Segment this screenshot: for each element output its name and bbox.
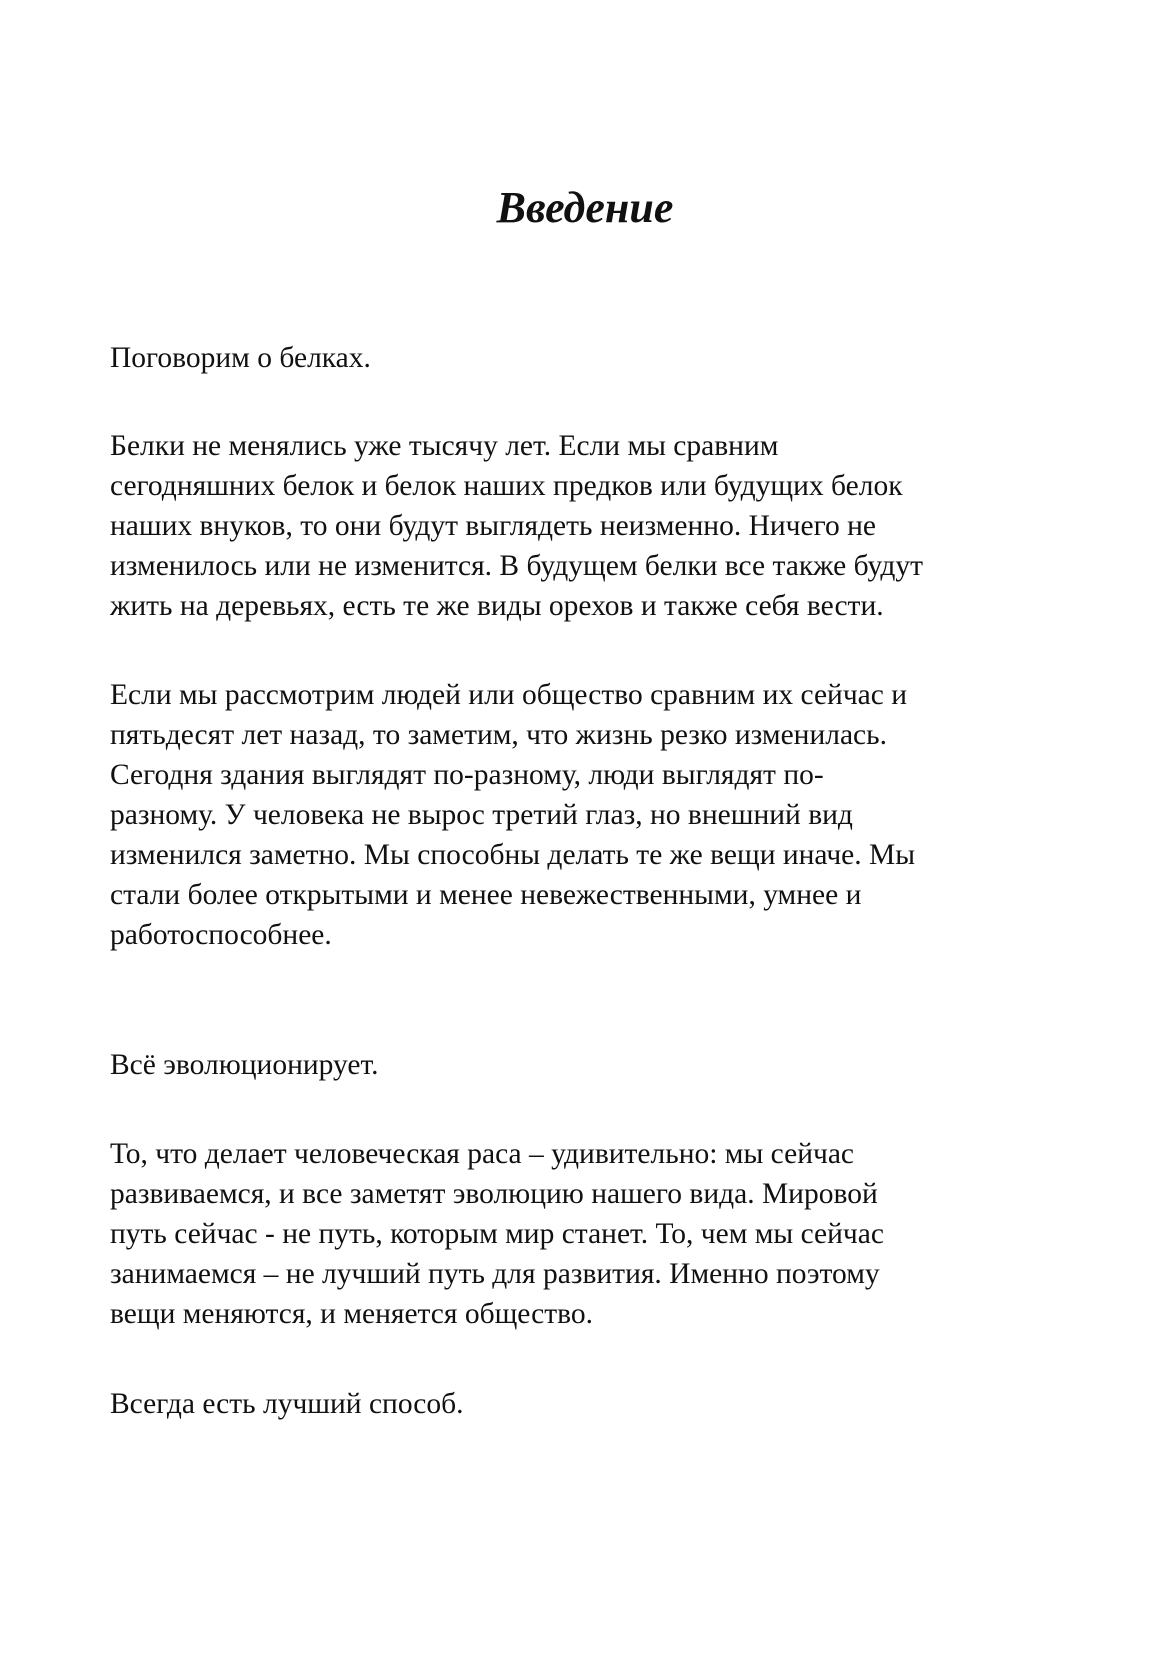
paragraph-4-line-1: Всё эволюционирует. <box>110 1049 379 1081</box>
paragraph-5-line-5: вещи меняются, и меняется общество. <box>110 1298 593 1330</box>
paragraph-5-line-2: развиваемся, и все заметят эволюцию нашего вида. Мировой <box>110 1178 878 1210</box>
paragraph-3-line-3: Сегодня здания выглядят по-разному, люди выглядят по- <box>110 759 824 791</box>
paragraph-3-line-6: стали более открытыми и менее невежественными, умнее и <box>110 879 862 911</box>
paragraph-1-line-1: Поговорим о белках. <box>110 342 371 374</box>
paragraph-5-line-4: занимаемся – не лучший путь для развития. Именно поэтому <box>110 1258 880 1290</box>
paragraph-3-line-4: разному. У человека не вырос третий глаз, но внешний вид <box>110 799 853 831</box>
paragraph-6-line-1: Всегда есть лучший способ. <box>110 1388 464 1420</box>
paragraph-2-line-5: жить на деревьях, есть те же виды орехов и также себя вести. <box>110 590 884 622</box>
paragraph-3-line-1: Если мы рассмотрим людей или общество сравним их сейчас и <box>110 679 908 711</box>
paragraph-5-line-3: путь сейчас - не путь, которым мир станет. То, чем мы сейчас <box>110 1218 884 1250</box>
paragraph-2-line-2: сегодняшних белок и белок наших предков или будущих белок <box>110 470 903 502</box>
paragraph-5-line-1: То, что делает человеческая раса – удивительно: мы сейчас <box>110 1138 855 1170</box>
paragraph-3-line-2: пятьдесят лет назад, то заметим, что жизнь резко изменилась. <box>110 719 887 751</box>
paragraph-3-line-5: изменился заметно. Мы способны делать те же вещи иначе. Мы <box>110 839 916 871</box>
page-title: Введение <box>496 183 674 232</box>
paragraph-2-line-4: изменилось или не изменится. В будущем белки все также будут <box>110 550 924 582</box>
paragraph-2-line-3: наших внуков, то они будут выглядеть неизменно. Ничего не <box>110 510 876 542</box>
paragraph-2-line-1: Белки не менялись уже тысячу лет. Если мы сравним <box>110 430 779 462</box>
paragraph-3-line-7: работоспособнее. <box>110 919 332 951</box>
